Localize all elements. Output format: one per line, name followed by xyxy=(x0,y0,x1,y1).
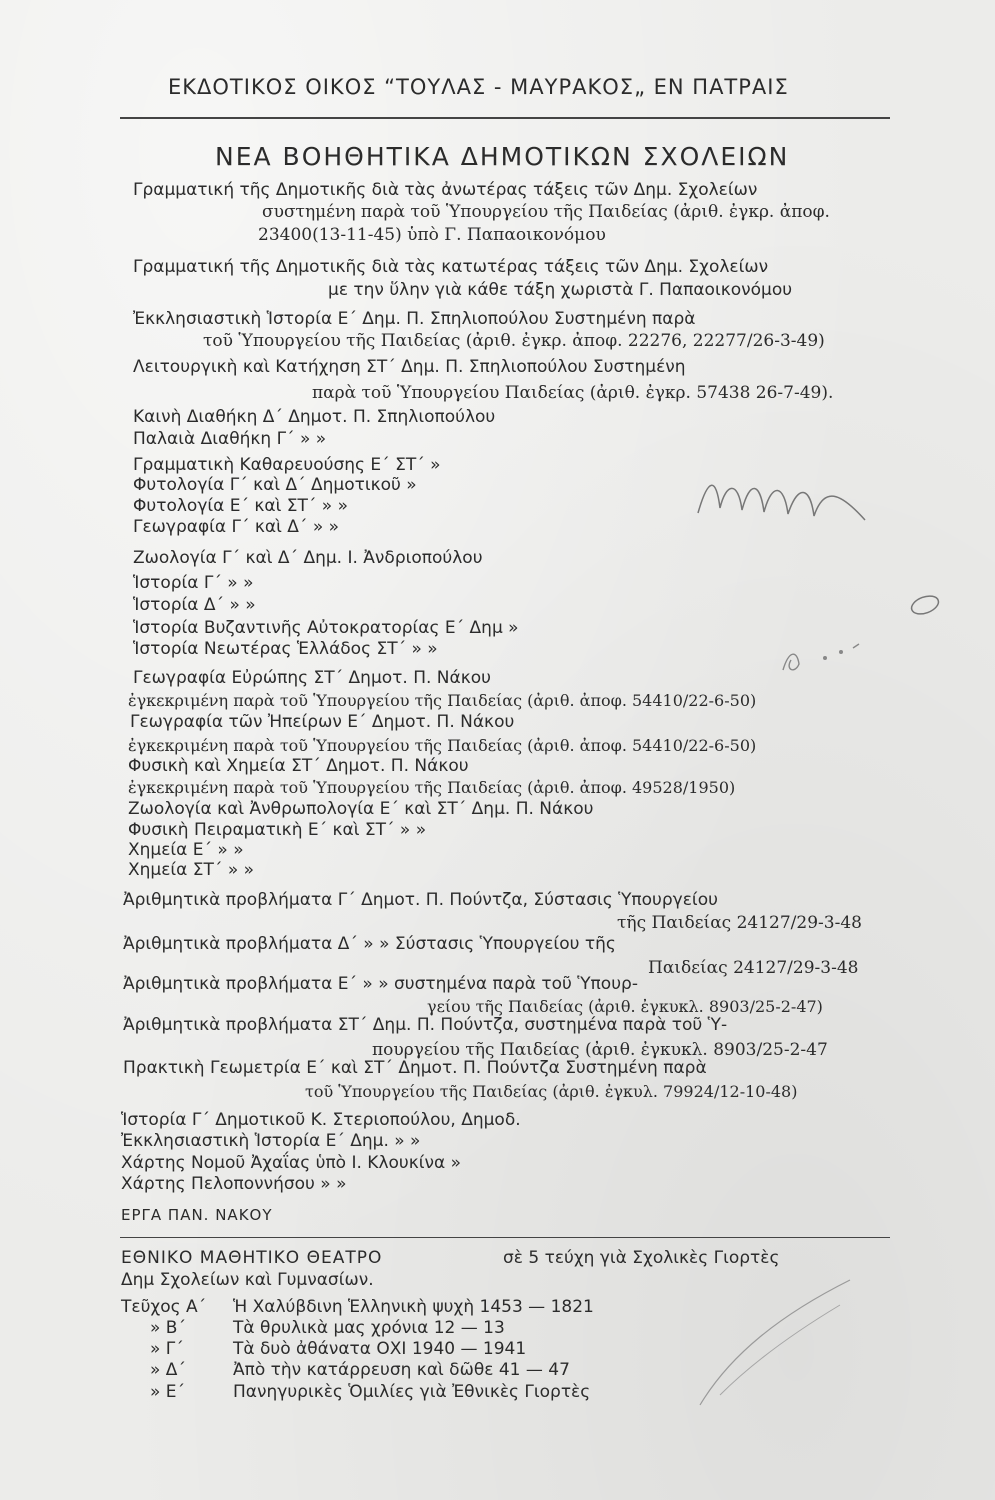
entry-line: Χημεία ΣΤ΄ » » xyxy=(128,860,255,880)
entry-line: τοῦ Ὑπουργείου τῆς Παιδείας (ἀριθ. ἐγκυλ. 79924/12-10-48) xyxy=(305,1082,798,1101)
entry-line: Ἱστορία Νεωτέρας Ἑλλάδος ΣΤ΄ » » xyxy=(133,639,438,659)
page-title: ΝΕΑ ΒΟΗΘΗΤΙΚΑ ΔΗΜΟΤΙΚΩΝ ΣΧΟΛΕΙΩΝ xyxy=(215,142,790,171)
entry-line: Καινὴ Διαθήκη Δ΄ Δημοτ. Π. Σπηλιοπούλου xyxy=(133,407,496,427)
entry-line: Ζωολογία Γ΄ καὶ Δ΄ Δημ. Ι. Ἀνδριοπούλου xyxy=(133,548,483,568)
entry-line: Πρακτικὴ Γεωμετρία Ε΄ καὶ ΣΤ΄ Δημοτ. Π. Πούντζα Συστημένη παρὰ xyxy=(123,1058,707,1078)
entry-line: συστημένη παρὰ τοῦ Ὑπουργείου τῆς Παιδείας (ἀριθ. ἐγκρ. ἀποφ. xyxy=(262,202,830,222)
entry-line: Γεωγραφία Εὐρώπης ΣΤ΄ Δημοτ. Π. Νάκου xyxy=(133,668,491,688)
entry-line: Παλαιὰ Διαθήκη Γ΄ » » xyxy=(133,429,327,449)
volume-label: » Γ΄ xyxy=(150,1339,184,1359)
volume-label: » Ε΄ xyxy=(150,1382,186,1402)
entry-line: Ἀριθμητικὰ προβλήματα ΣΤ΄ Δημ. Π. Πούντζα, συστημένα παρὰ τοῦ Ὑ- xyxy=(123,1015,728,1035)
entry-line: Γεωγραφία τῶν Ἠπείρων Ε΄ Δημοτ. Π. Νάκου xyxy=(130,712,515,732)
entry-line: Ἀριθμητικὰ προβλήματα Ε΄ » » συστημένα παρὰ τοῦ Ὑπουρ- xyxy=(123,974,638,994)
theatre-desc-2: Δημ Σχολείων καὶ Γυμνασίων. xyxy=(121,1270,374,1290)
entry-line: 23400(13-11-45) ὑπὸ Γ. Παπαοικονόμου xyxy=(258,225,606,245)
entry-line: ἐγκεκριμένη παρὰ τοῦ Ὑπουργείου τῆς Παιδείας (ἀριθ. ἀποφ. 49528/1950) xyxy=(128,778,736,797)
entry-line: Λειτουργικὴ καὶ Κατήχηση ΣΤ΄ Δημ. Π. Σπηλιοπούλου Συστημένη xyxy=(133,357,686,377)
entry-line: Χάρτης Νομοῦ Ἀχαΐας ὑπὸ Ι. Κλουκίνα » xyxy=(121,1153,462,1173)
entry-line: Γραμματική τῆς Δημοτικῆς διὰ τὰς κατωτέρας τάξεις τῶν Δημ. Σχολείων xyxy=(133,257,769,277)
entry-line: Γραμματική τῆς Δημοτικῆς διὰ τὰς ἀνωτέρας τάξεις τῶν Δημ. Σχολείων xyxy=(133,180,758,200)
publisher-header: ΕΚΔΟΤΙΚΟΣ ΟΙΚΟΣ “ΤΟΥΛΑΣ - ΜΑΥΡΑΚΟΣ„ ΕΝ ΠΑΤΡΑΙΣ xyxy=(168,75,789,99)
entry-line: Ἱστορία Γ΄ » » xyxy=(133,573,254,593)
entry-line: Ἐκκλησιαστικὴ Ἱστορία Ε΄ Δημ. » » xyxy=(121,1131,421,1151)
entry-line: Φυτολογία Γ΄ καὶ Δ΄ Δημοτικοῦ » xyxy=(133,475,417,495)
handwriting-scribble xyxy=(690,468,900,538)
entry-line: παρὰ τοῦ Ὑπουργείου Παιδείας (ἀριθ. ἐγκρ. 57438 26-7-49). xyxy=(312,383,834,403)
volume-label: » Β΄ xyxy=(150,1318,186,1338)
entry-line: Ζωολογία καὶ Ἀνθρωπολογία Ε΄ καὶ ΣΤ΄ Δημ. Π. Νάκου xyxy=(128,799,594,819)
entry-line: Γεωγραφία Γ΄ καὶ Δ΄ » » xyxy=(133,517,340,537)
entry-line: Ἱστορία Δ΄ » » xyxy=(133,595,256,615)
entry-line: Φυσικὴ Πειραματικὴ Ε΄ καὶ ΣΤ΄ » » xyxy=(128,820,427,840)
volume-title: Ἀπὸ τὴν κατάρρευση καὶ δῶθε 41 — 47 xyxy=(233,1360,570,1380)
entry-line: Ἱστορία Βυζαντινῆς Αὐτοκρατορίας Ε΄ Δημ » xyxy=(133,618,519,638)
pencil-mark xyxy=(905,590,945,620)
entry-line: Ἐκκλησιαστικὴ Ἱστορία Ε΄ Δημ. Π. Σπηλιοπούλου Συστημένη παρὰ xyxy=(133,309,696,329)
entry-line: τοῦ Ὑπουργείου τῆς Παιδείας (ἀριθ. ἐγκρ. ἀποφ. 22276, 22277/26-3-49) xyxy=(203,331,825,351)
header-rule xyxy=(120,117,890,119)
entry-line: Ἀριθμητικὰ προβλήματα Γ΄ Δημοτ. Π. Πούντζα, Σύστασις Ὑπουργείου xyxy=(123,890,718,910)
pencil-mark xyxy=(775,640,865,680)
volume-title: Τὰ θρυλικὰ μας χρόνια 12 — 13 xyxy=(233,1318,505,1338)
entry-line: γείου τῆς Παιδείας (ἀριθ. ἐγκυκλ. 8903/25-2-47) xyxy=(427,997,823,1016)
volume-label: Τεῦχος Α΄ xyxy=(121,1297,207,1317)
volume-title: Τὰ δυὸ ἀθάνατα ΟΧΙ 1940 — 1941 xyxy=(233,1339,527,1359)
theatre-name: ΕΘΝΙΚΟ ΜΑΘΗΤΙΚΟ ΘΕΑΤΡΟ xyxy=(121,1248,383,1268)
works-heading: ΕΡΓΑ ΠΑΝ. ΝΑΚΟΥ xyxy=(121,1206,273,1224)
theatre-desc: σὲ 5 τεύχη γιὰ Σχολικὲς Γιορτὲς xyxy=(503,1248,780,1268)
entry-line: Φυσικὴ καὶ Χημεία ΣΤ΄ Δημοτ. Π. Νάκου xyxy=(128,756,469,776)
entry-line: τῆς Παιδείας 24127/29-3-48 xyxy=(617,913,862,933)
entry-line: Παιδείας 24127/29-3-48 xyxy=(648,958,859,978)
volume-title: Πανηγυρικὲς Ὁμιλίες γιὰ Ἐθνικὲς Γιορτὲς xyxy=(233,1382,591,1402)
section-rule xyxy=(120,1237,890,1238)
entry-line: πουργείου τῆς Παιδείας (ἀριθ. ἐγκυκλ. 8903/25-2-47 xyxy=(372,1040,828,1060)
volume-title: Ἡ Χαλύβδινη Ἑλληνικὴ ψυχὴ 1453 — 1821 xyxy=(233,1297,594,1317)
entry-line: με την ὕλην γιὰ κάθε τάξη χωριστὰ Γ. Παπαοικονόμου xyxy=(328,280,793,300)
entry-line: Ἱστορία Γ΄ Δημοτικοῦ Κ. Στεριοπούλου, Δημοδ. xyxy=(121,1110,521,1130)
entry-line: ἐγκεκριμένη παρὰ τοῦ Ὑπουργείου τῆς Παιδείας (ἀριθ. ἀποφ. 54410/22-6-50) xyxy=(128,691,757,710)
pencil-mark xyxy=(690,1275,860,1415)
entry-line: Χημεία Ε΄ » » xyxy=(128,840,244,860)
volume-label: » Δ΄ xyxy=(150,1360,186,1380)
entry-line: Γραμματικὴ Καθαρευούσης Ε΄ ΣΤ΄ » xyxy=(133,455,441,475)
entry-line: Φυτολογία Ε΄ καὶ ΣΤ΄ » » xyxy=(133,496,348,516)
entry-line: ἐγκεκριμένη παρὰ τοῦ Ὑπουργείου τῆς Παιδείας (ἀριθ. ἀποφ. 54410/22-6-50) xyxy=(128,736,757,755)
entry-line: Χάρτης Πελοποννήσου » » xyxy=(121,1174,347,1194)
entry-line: Ἀριθμητικὰ προβλήματα Δ΄ » » Σύστασις Ὑπουργείου τῆς xyxy=(123,934,616,954)
